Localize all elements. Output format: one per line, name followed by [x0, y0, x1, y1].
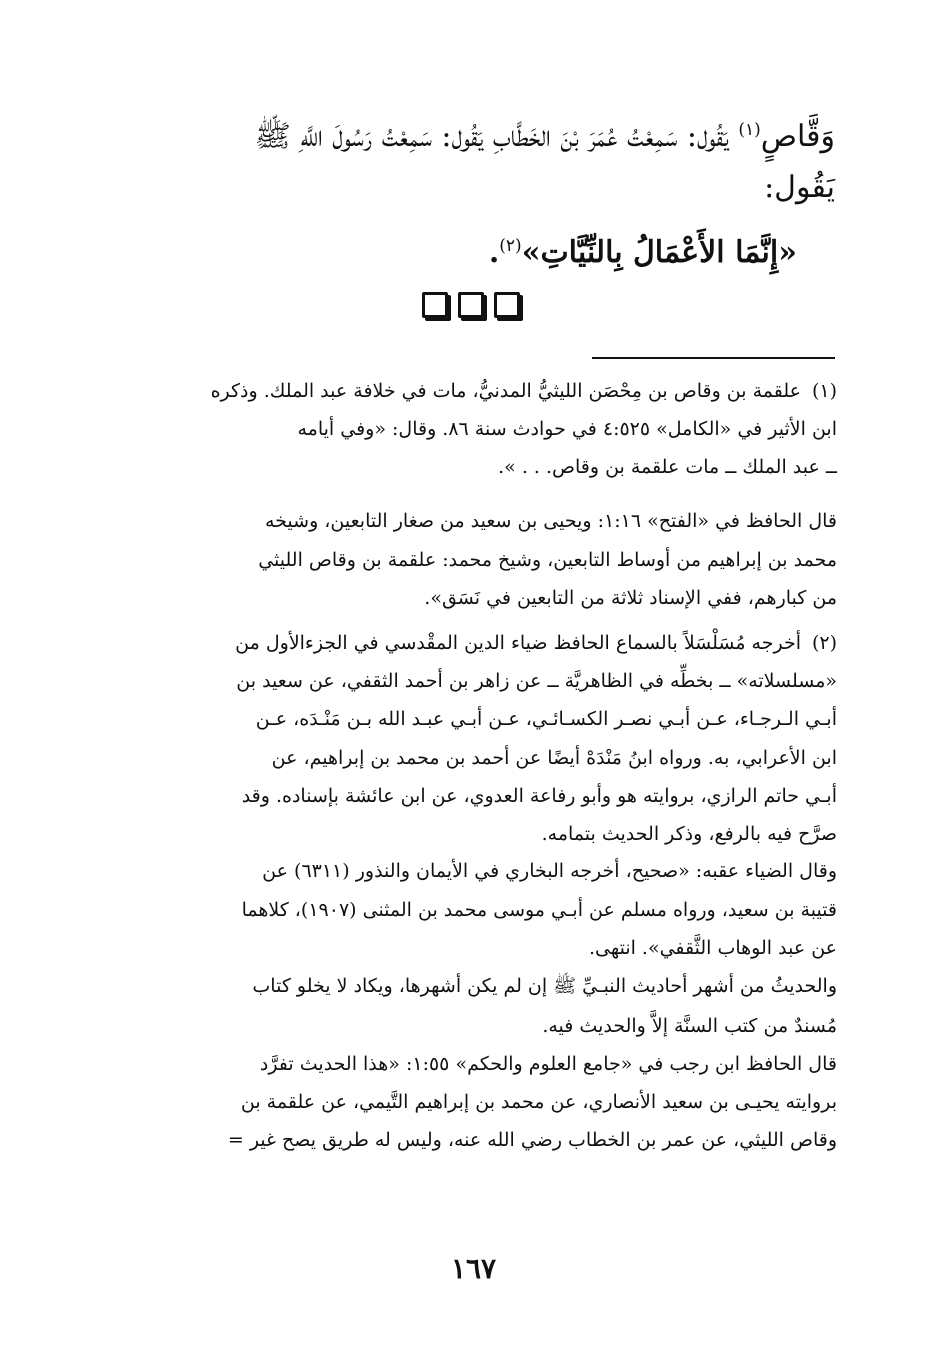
footnote-2-line: وقال الضياء عقبه: «صحيح، أخرجه البخاري في الأيمان والنذور (٦٣١١) عن: [262, 860, 837, 882]
footnote-1-line: علقمة بن وقاص بن مِحْصَن الليثيُّ المدنيُّ، مات في خلافة عبد الملك. وذكره: [210, 380, 801, 402]
footnote-1-line: قال الحافظ في «الفتح» ١:١٦: ويحيى بن سعيد من صغار التابعين، وشيخه: [264, 510, 837, 532]
hadith-quote: [489, 222, 797, 277]
footnote-1-line: ــ عبد الملك ــ مات علقمة بن وقاص. . . ».: [498, 456, 837, 478]
main-text-word: وَقَّاصٍ: [760, 119, 835, 154]
footnote-ref-2: (٢): [499, 236, 522, 256]
footnote-ref-1: (١): [738, 120, 761, 140]
footnote-2-line: أخرجه مُسَلْسَلاً بالسماع الحافظ ضياء الدين المقْدسي في الجزءالأول من: [235, 632, 801, 654]
main-text-line-2: يَقُول:: [764, 170, 835, 205]
footnote-2-line: «مسلسلاته» ــ بخطِّه في الظاهريَّة ــ عن زاهر بن أحمد الثقفي، عن سعيد بن: [236, 670, 837, 692]
footnote-1-line: محمد بن إبراهيم من أوساط التابعين، وشيخ محمد: علقمة بن وقاص الليثي: [258, 549, 837, 571]
page-number: ١٦٧: [450, 1252, 497, 1285]
footnote-2-line: أبـي حاتم الرازي، بروايته هو وأبو رفاعة العدوي، عن ابن عائشة بإسناده. وقد: [241, 785, 837, 807]
footnote-1-line: ابن الأثير في «الكامل» ٤:٥٢٥ في حوادث سنة ٨٦. وقال: «وفي أيامه: [297, 418, 837, 440]
main-text-line-1: [113, 108, 835, 159]
footnote-2-line: والحديثُ من أشهر أحاديث النبـيِّ ﷺ إن لم يكن أشهرها، ويكاد لا يخلو كتاب: [252, 975, 837, 997]
hadith-period: .: [488, 235, 500, 270]
main-text-continuation: يَقُول: سَمِعْتُ عُمَرَ بْنَ الخَطَّابِ يَقُول: سَمِعْتُ رَسُولَ اللَّهِ ﷺ: [254, 119, 739, 154]
footnote-2-line: قتيبة بن سعيد، ورواه مسلم عن أبـي موسى محمد بن المثنى (١٩٠٧)، كلاهما: [241, 899, 837, 921]
footnote-2-line: عن عبد الوهاب الثَّقفي». انتهى.: [588, 937, 837, 959]
section-divider-ornament: [422, 292, 520, 318]
footnote-2-line: صرَّح فيه بالرفع، وذكر الحديث بتمامه.: [541, 823, 837, 845]
footnote-number-2: (٢): [811, 632, 837, 654]
ornament-square-icon: [458, 292, 484, 318]
ornament-square-icon: [422, 292, 448, 318]
ornament-square-icon: [494, 292, 520, 318]
footnote-2-line: بروايته يحيـى بن سعيد الأنصاري، عن محمد بن إبراهيم التَّيمي، عن علقمة بن: [240, 1091, 837, 1113]
footnote-2-line: أبـي الـرجـاء، عـن أبـي نصـر الكسـائـي، عـن أبـي عبـد الله بـن مَنْـدَه، عـن: [255, 708, 837, 730]
hadith-text: «إِنَّمَا الأَعْمَالُ بِالنِّيَّاتِ»: [521, 235, 797, 270]
footnote-2-line: وقاص الليثي، عن عمر بن الخطاب رضي الله عنه، وليس له طريق يصح غير =: [227, 1129, 837, 1151]
footnote-2-line: ابن الأعرابي، به. ورواه ابنُ مَنْدَهْ أيضًا عن أحمد بن محمد بن إبراهيم، عن: [271, 747, 837, 769]
footnote-1-line: من كبارهم، ففي الإسناد ثلاثة من التابعين في نَسَق».: [424, 587, 837, 609]
footnote-separator-line: [592, 357, 835, 359]
footnote-number-1: (١): [811, 380, 837, 402]
footnote-2-line: مُسندٌ من كتب السنَّة إلاَّ والحديث فيه.: [542, 1015, 837, 1037]
footnote-2-line: قال الحافظ ابن رجب في «جامع العلوم والحكم» ١:٥٥: «هذا الحديث تفرَّد: [259, 1053, 837, 1075]
